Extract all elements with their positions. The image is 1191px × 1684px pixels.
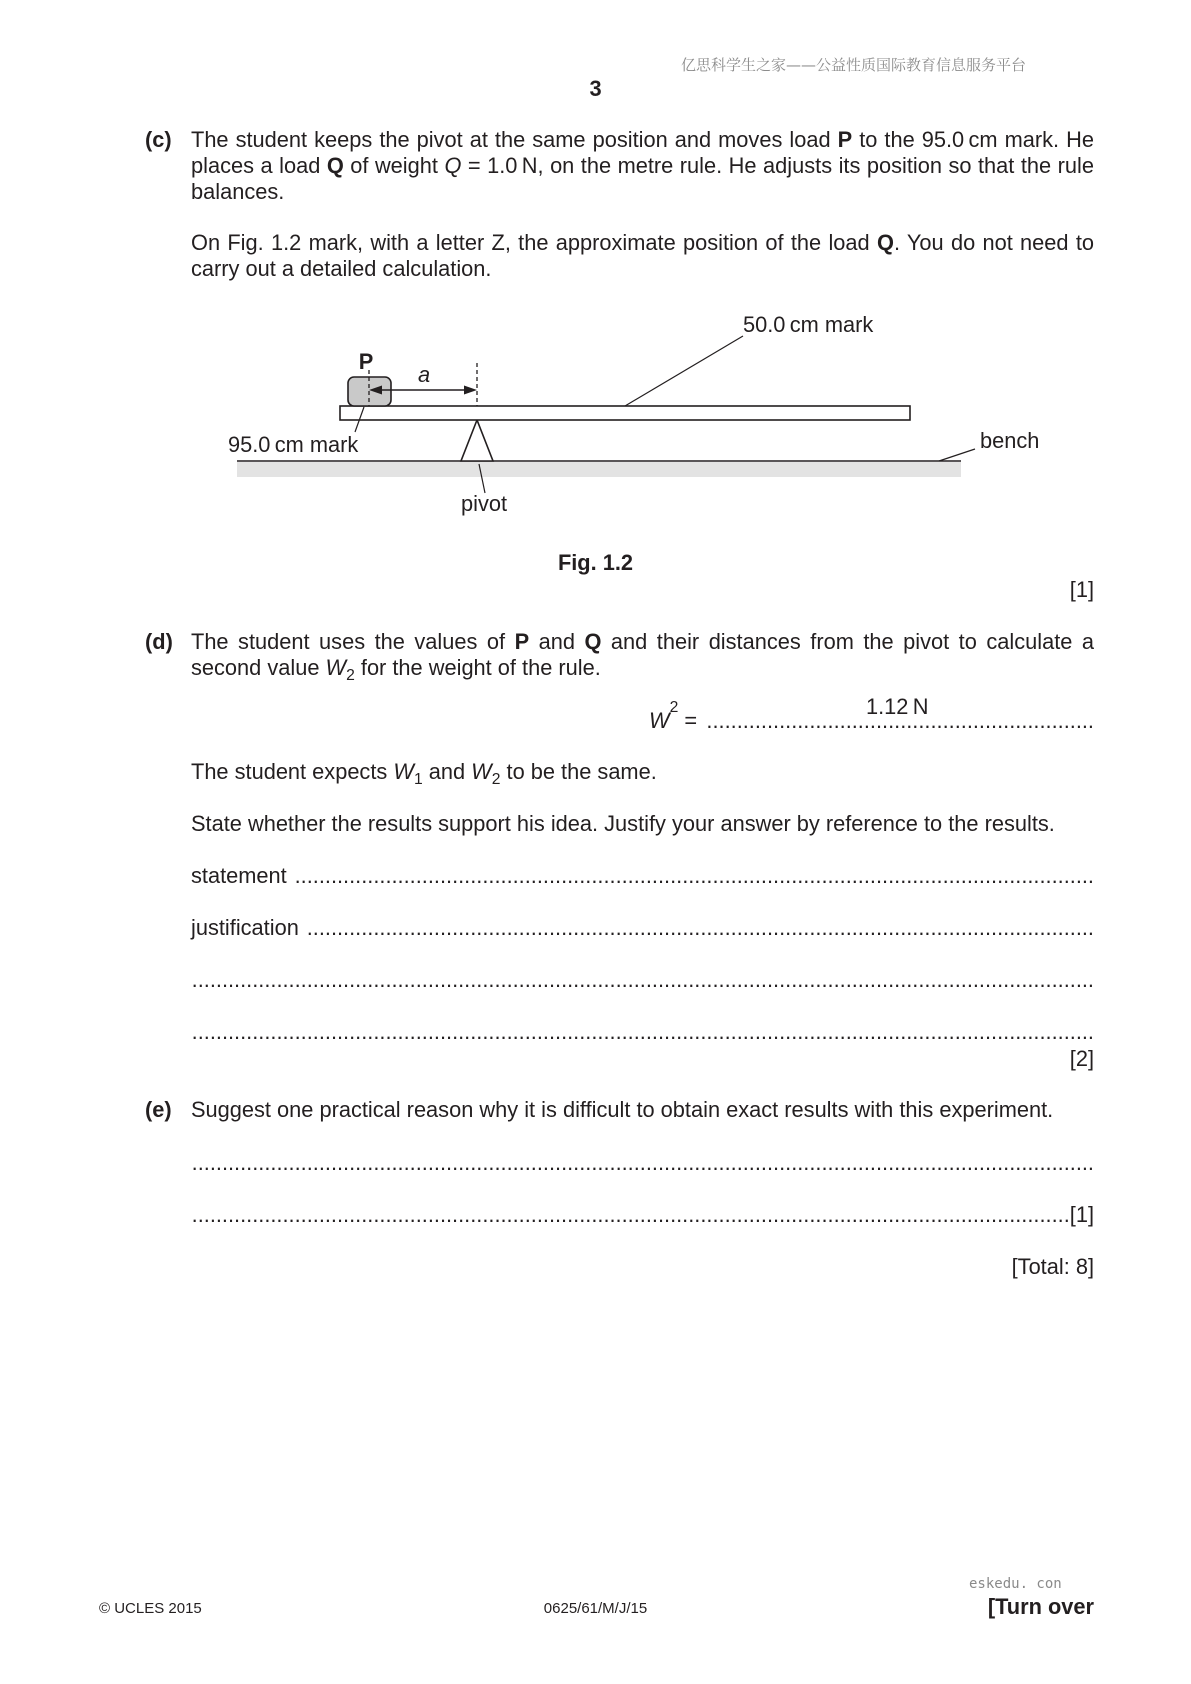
part-c-line-5: carry out a detailed calculation. xyxy=(191,256,492,281)
text-run: and xyxy=(529,629,585,654)
text-run: to the 95.0 cm mark. He xyxy=(852,127,1094,152)
weight-subscript: 2 xyxy=(491,771,501,789)
answer-dotted-line xyxy=(705,708,1094,734)
distance-a-label: a xyxy=(417,362,431,387)
part-e-marks: [1] xyxy=(1069,1202,1094,1227)
weight-subscript: 2 xyxy=(346,667,355,685)
answer-line xyxy=(191,1202,1094,1228)
bench-label: bench xyxy=(980,428,1040,453)
part-d-line-2 xyxy=(191,655,1094,685)
part-c-line-2 xyxy=(191,153,1094,179)
dotted-line xyxy=(191,967,1094,993)
part-c-line-4 xyxy=(191,230,1094,256)
weight-subscript: 1 xyxy=(413,771,423,789)
load-q-symbol: Q xyxy=(326,153,344,178)
part-d-marks: [2] xyxy=(1069,1046,1094,1071)
part-c-marks: [1] xyxy=(1069,577,1094,602)
part-d-label: (d) xyxy=(145,629,173,654)
bench-surface xyxy=(237,462,961,477)
text-run: for the weight of the rule. xyxy=(354,655,601,680)
load-p-symbol: P xyxy=(514,629,530,654)
part-c-line-1 xyxy=(191,127,1094,153)
question-total-marks: [Total: 8] xyxy=(1011,1254,1094,1279)
answer-w2-symbol: W xyxy=(649,708,670,733)
part-c-label: (c) xyxy=(145,127,172,152)
page-number: 3 xyxy=(589,76,602,101)
statement-label: statement xyxy=(191,863,287,888)
text-run: of weight xyxy=(343,153,445,178)
answer-line xyxy=(191,1019,1094,1045)
justification-answer-line xyxy=(191,915,1094,941)
bench-leader-line xyxy=(939,449,975,461)
part-c-line-3: balances. xyxy=(191,179,285,204)
dotted-line xyxy=(191,1150,1094,1176)
footer-site-watermark: eskedu. con xyxy=(969,1576,1062,1592)
load-q-symbol: Q xyxy=(584,629,602,654)
pivot-triangle xyxy=(461,420,493,461)
weight-symbol: W xyxy=(325,655,347,680)
dotted-line xyxy=(191,1019,1094,1045)
text-run: and xyxy=(422,759,472,784)
dotted-line xyxy=(191,1202,1070,1228)
midpoint-mark-label: 50.0 cm mark xyxy=(743,312,874,337)
justification-dotted-line xyxy=(307,915,1094,941)
part-d-line-1 xyxy=(191,629,1094,655)
part-d-line-3 xyxy=(191,759,1094,789)
text-run: . You do not need to xyxy=(893,230,1095,255)
answer-w2-value: 1.12 N xyxy=(866,694,929,719)
text-run: and their distances from the pivot to calculate a xyxy=(601,629,1095,654)
header-watermark: 亿思科学生之家——公益性质国际教育信息服务平台 xyxy=(681,56,1027,74)
answer-line xyxy=(191,967,1094,993)
load-p-label: P xyxy=(358,349,374,374)
answer-equals-sign: = xyxy=(684,708,698,733)
end-mark-label: 95.0 cm mark xyxy=(228,432,359,457)
figure-caption: Fig. 1.2 xyxy=(557,550,634,575)
statement-dotted-line xyxy=(295,863,1094,889)
part-e-label: (e) xyxy=(145,1097,172,1122)
footer-turn-over: [Turn over xyxy=(987,1594,1094,1619)
load-q-symbol: Q xyxy=(876,230,894,255)
weight-symbol: W xyxy=(471,759,492,784)
pivot-label: pivot xyxy=(461,491,508,516)
text-run: = 1.0 N, on the metre rule. He adjusts its position so that the rule xyxy=(461,153,1094,178)
part-d-line-4: State whether the results support his idea. Justify your answer by reference to the results. xyxy=(191,811,1055,836)
text-run: second value xyxy=(191,655,326,680)
midpoint-leader-line xyxy=(625,336,743,406)
load-p-symbol: P xyxy=(837,127,853,152)
distance-arrow-right-head xyxy=(464,386,477,395)
figure-1-2-diagram xyxy=(200,300,1100,530)
text-run: On Fig. 1.2 mark, with a letter Z, the approximate position of the load xyxy=(191,230,877,255)
text-run: The student uses the values of xyxy=(191,629,515,654)
metre-rule xyxy=(340,406,910,420)
footer-copyright: © UCLES 2015 xyxy=(99,1600,202,1617)
answer-w2-line: W 2 = ..... xyxy=(649,708,1094,734)
weight-symbol: W xyxy=(393,759,414,784)
weight-q-symbol: Q xyxy=(444,153,462,178)
answer-line xyxy=(191,1150,1094,1176)
text-run: The student expects xyxy=(191,759,394,784)
text-run: to be the same. xyxy=(500,759,657,784)
statement-answer-line xyxy=(191,863,1094,889)
justification-label: justification xyxy=(191,915,299,940)
footer-paper-code: 0625/61/M/J/15 xyxy=(543,1600,648,1617)
text-run: places a load xyxy=(191,153,327,178)
part-e-question: Suggest one practical reason why it is difficult to obtain exact results with this experiment. xyxy=(191,1097,1054,1122)
text-run: The student keeps the pivot at the same position and moves load xyxy=(191,127,838,152)
